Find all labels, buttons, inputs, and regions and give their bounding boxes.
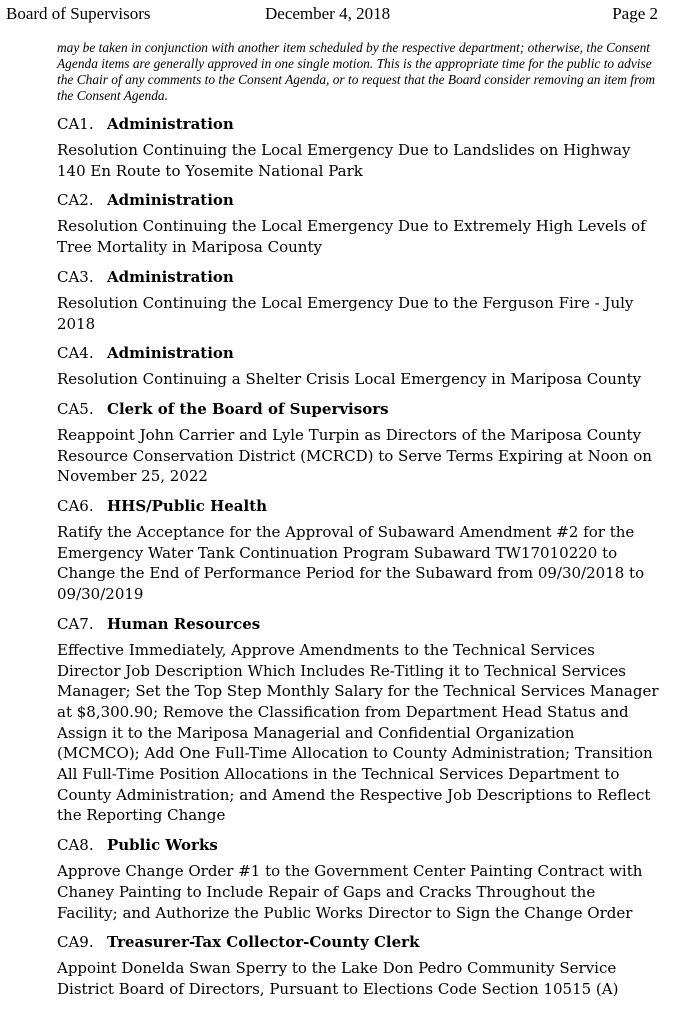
item-number: CA9. [57, 933, 94, 952]
item-description: Resolution Continuing the Local Emergency Due to Extremely High Levels of Tree Mortality in Mariposa County [57, 217, 646, 257]
item-heading [57, 343, 660, 363]
item-number: CA5. [57, 399, 94, 418]
item-heading [57, 267, 660, 287]
item-heading [57, 614, 660, 634]
item-number: CA4. [57, 344, 94, 363]
item-heading [57, 496, 660, 516]
item-department: Public Works [107, 836, 218, 855]
item-number: CA1. [57, 115, 94, 133]
header-page-number: Page 2 [612, 4, 658, 23]
item-description: Resolution Continuing a Shelter Crisis Local Emergency in Mariposa County [57, 370, 642, 389]
item-heading [57, 190, 660, 210]
item-description: Resolution Continuing the Local Emergency Due to the Ferguson Fire - July 2018 [57, 293, 634, 333]
agenda-item-ca2 [57, 190, 660, 257]
agenda-item-ca6 [57, 496, 660, 605]
item-heading [57, 932, 660, 952]
item-department: Treasurer-Tax Collector-County Clerk [107, 933, 420, 952]
header-board-name: Board of Supervisors [6, 4, 151, 23]
item-department: HHS/Public Health [107, 497, 268, 516]
item-number: CA6. [57, 497, 94, 516]
item-number: CA7. [57, 614, 94, 633]
page-header [6, 4, 658, 26]
agenda-item-ca1 [57, 114, 660, 181]
item-description: Reappoint John Carrier and Lyle Turpin as Directors of the Mariposa County Resource Conservation District (MCRCD) to Serve Terms Expiring at Noon on November 25, 2022 [57, 425, 652, 486]
item-description: Effective Immediately, Approve Amendments to the Technical Services Director Job Description Which Includes Re-Titling it to Technical Services Manager; Set the Top Step Monthly Salary for the Technical Services Manager at $8,300.90; Remove the Classification from Department Head Status and Assign it to the Mariposa Managerial and Confidential Organization (MCMCO); Add One Full-Time Allocation to County Administration; Transition All Full-Time Position Allocations in the Technical Services Department to County Administration; and Amend the Respective Job Descriptions to Reflect the Reporting Change [57, 640, 659, 825]
item-description: Resolution Continuing the Local Emergency Due to Landslides on Highway 140 En Route to Yosemite National Park [57, 141, 631, 180]
item-number: CA8. [57, 836, 94, 855]
item-heading [57, 399, 660, 419]
agenda-item-ca5 [57, 399, 660, 487]
item-number: CA2. [57, 191, 94, 210]
header-date: December 4, 2018 [265, 4, 391, 23]
item-description: Approve Change Order #1 to the Government Center Painting Contract with Chaney Painting to Include Repair of Gaps and Cracks Throughout the Facility; and Authorize the Public Works Director to Sign the Change Order [57, 862, 643, 922]
consent-agenda-intro: may be taken in conjunction with another item scheduled by the respective department; otherwise, the Consent Agenda items are generally approved in one single motion. This is the appropriate time for the public to advise the Chair of any comments to the Consent Agenda, or to request that the Board consider removing an item from the Consent Agenda. [57, 40, 656, 103]
item-description: Appoint Donelda Swan Sperry to the Lake Don Pedro Community Service District Board of Directors, Pursuant to Elections Code Section 10515 (A) [57, 959, 619, 998]
item-description: Ratify the Acceptance for the Approval of Subaward Amendment #2 for the Emergency Water Tank Continuation Program Subaward TW17010220 to Change the End of Performance Period for the Subaward from 09/30/2018 to 09/30/2019 [57, 523, 645, 604]
agenda-item-ca8 [57, 835, 660, 923]
item-heading [57, 835, 660, 855]
item-department: Human Resources [107, 614, 261, 633]
agenda-item-ca9 [57, 932, 660, 999]
item-department: Administration [107, 267, 234, 286]
item-department: Administration [107, 115, 234, 133]
item-department: Administration [107, 191, 234, 210]
item-department: Administration [107, 344, 234, 363]
agenda-item-ca4 [57, 343, 660, 390]
consent-agenda [57, 40, 660, 1009]
item-number: CA3. [57, 267, 94, 286]
agenda-item-ca3 [57, 267, 660, 334]
item-heading [57, 114, 660, 134]
item-department: Clerk of the Board of Supervisors [107, 399, 389, 418]
agenda-item-ca7 [57, 614, 660, 826]
